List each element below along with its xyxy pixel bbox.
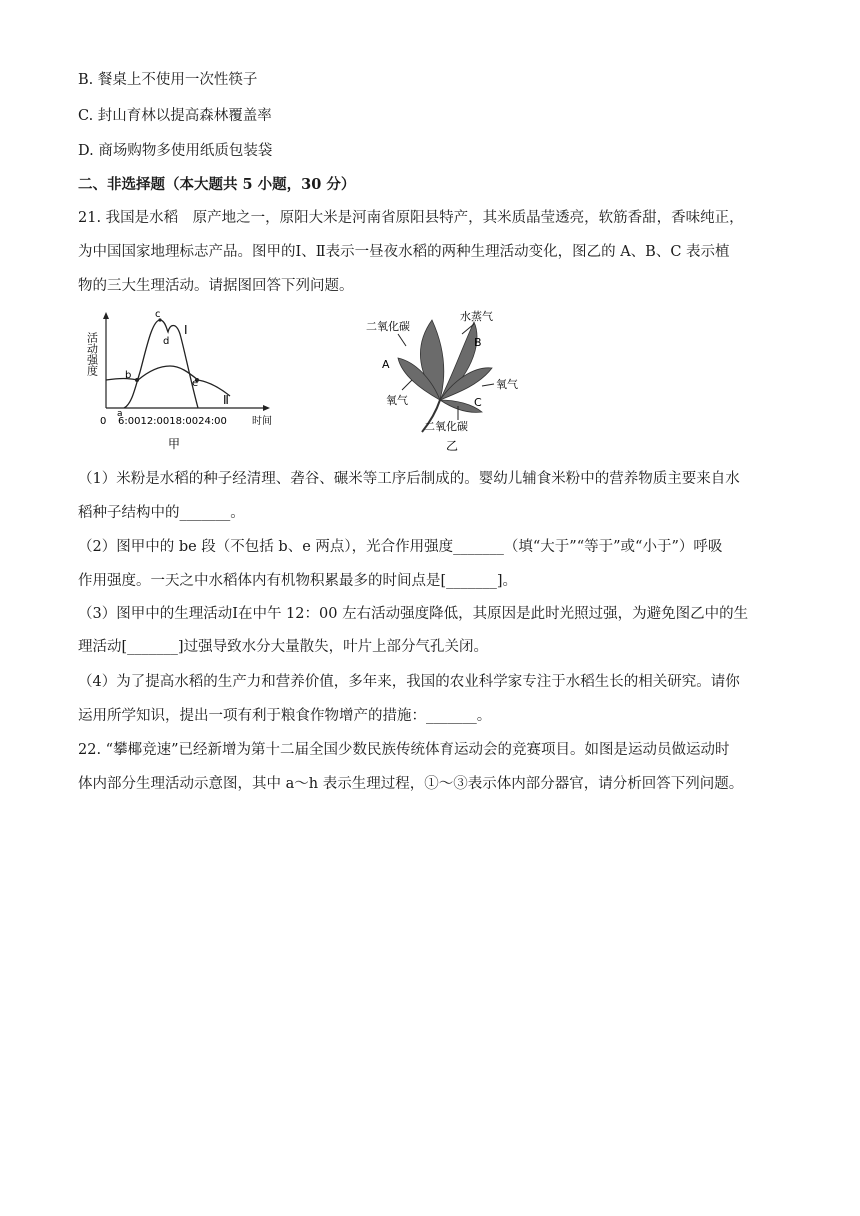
q21-line-1: 21. 我国是水稻 原产地之一，原阳大米是河南省原阳县特产，其米质晶莹透亮，软筋香甜，香味纯正， [78,210,744,226]
fig-jia-xunit: 时间 [252,416,272,427]
fig-yi-o2-right: 氧气 [496,378,518,391]
fig-yi-o2-left: 氧气 [386,394,408,407]
section-heading: 二、非选择题（本大题共 5 小题，30 分） [78,176,356,193]
option-b: B. 餐桌上不使用一次性筷子 [78,72,258,88]
fig-jia-ticks: 6:0012:0018:0024:00 [118,416,227,427]
fig-yi-caption: 乙 [446,439,459,453]
fig-jia-x-arrow [263,405,270,411]
figure-yi [362,308,542,456]
q21-sub4-line-2: 运用所学知识，提出一项有利于粮食作物增产的措施：_______。 [78,708,492,724]
fig-yi-water: 水蒸气 [460,310,493,323]
q21-sub1-line-1: （1）米粉是水稻的种子经清理、砻谷、碾米等工序后制成的。婴幼儿辅食米粉中的营养物质主要来自水 [78,471,740,487]
fig-jia-caption: 甲 [168,437,181,451]
fig-yi-label-c: C [474,396,482,409]
q21-sub1-line-2: 稻种子结构中的_______。 [78,505,245,521]
q21-sub3-line-1: （3）图甲中的生理活动Ⅰ在中午 12：00 左右活动强度降低，其原因是此时光照过强，为避免图乙中的生 [78,606,749,622]
q22-line-1: 22. “攀椰竞速”已经新增为第十二届全国少数民族传统体育运动会的竞赛项目。如图是运动员做运动时 [78,742,730,758]
q21-sub2-line-2: 作用强度。一天之中水稻体内有机物积累最多的时间点是[_______]。 [78,573,518,589]
arrow-o2-left [402,380,412,390]
fig-jia-label-curve-1: Ⅰ [184,323,188,337]
q21-sub4-line-1: （4）为了提高水稻的生产力和营养价值，多年来，我国的农业科学家专注于水稻生长的相关研究。请你 [78,674,740,690]
q21-line-2: 为中国国家地理标志产品。图甲的Ⅰ、Ⅱ表示一昼夜水稻的两种生理活动变化，图乙的 A、B、C 表示植 [78,244,730,260]
fig-jia-label-curve-2: Ⅱ [223,393,229,407]
arrow-o2-right [482,384,494,386]
fig-yi-label-a: A [382,358,390,371]
fig-yi-co2-bottom: 二氧化碳 [424,420,468,433]
fig-jia-y-arrow [103,312,109,319]
option-c: C. 封山育林以提高森林覆盖率 [78,108,272,124]
fig-jia-origin: 0 [100,416,107,427]
option-d: D. 商场购物多使用纸质包装袋 [78,143,273,159]
fig-jia-point-b [135,378,139,382]
fig-jia-label-b: b [125,370,132,381]
q21-sub2-line-1: （2）图甲中的 be 段（不包括 b、e 两点），光合作用强度_______（填“大于”“等于”或“小于”）呼吸 [78,539,723,555]
fig-jia-label-a: a [117,409,123,419]
q21-sub3-line-2: 理活动[_______]过强导致水分大量散失，叶片上部分气孔关闭。 [78,639,489,655]
fig-jia-ylabel: 活动强度 [85,332,99,376]
arrow-co2-top [398,334,406,346]
fig-yi-label-b: B [474,336,482,349]
fig-yi-co2-top: 二氧化碳 [366,320,410,333]
figure-jia [80,308,290,456]
q21-line-3: 物的三大生理活动。请据图回答下列问题。 [78,278,354,294]
q22-line-2: 体内部分生理活动示意图，其中 a～h 表示生理过程，①～③表示体内部分器官，请分析回答下列问题。 [78,776,744,792]
fig-jia-label-e: e [192,378,199,389]
fig-jia-label-d: d [163,336,170,347]
fig-jia-label-c: c [155,309,161,320]
